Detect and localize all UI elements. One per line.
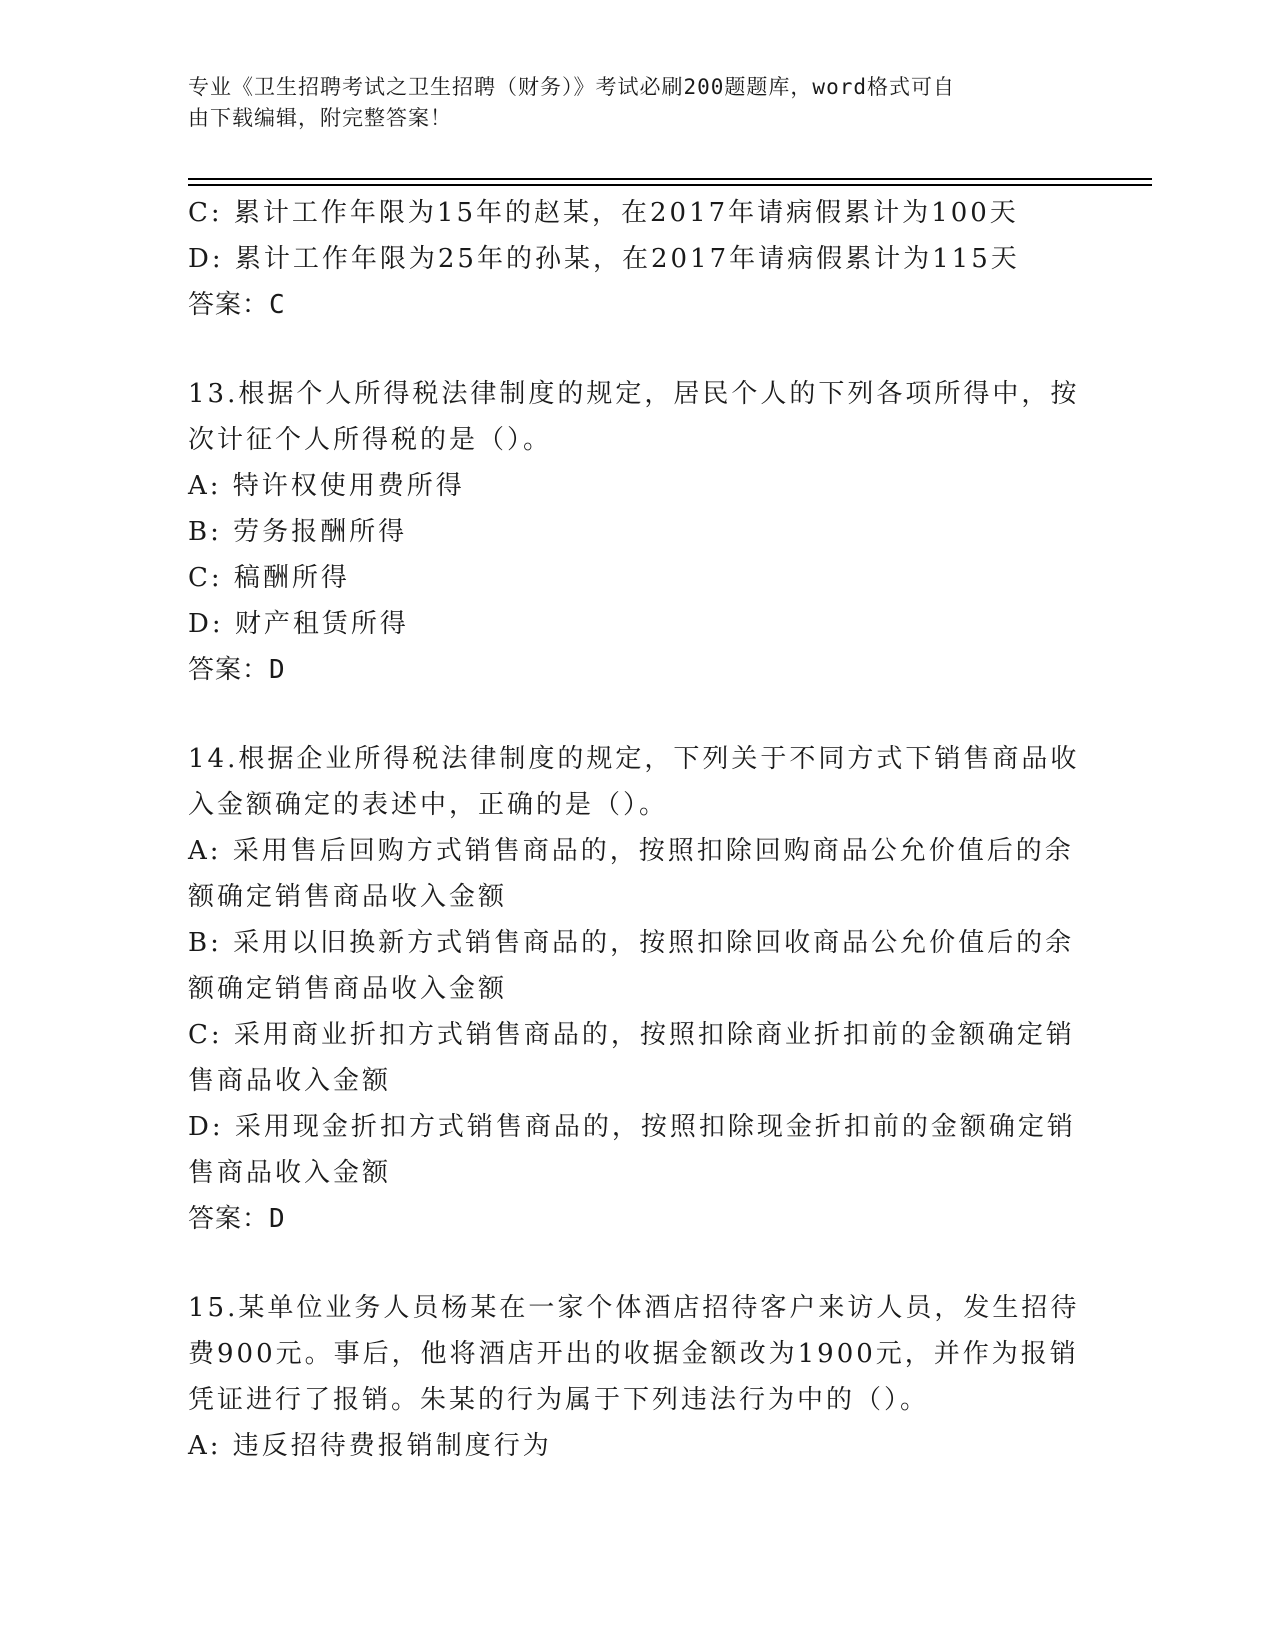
answer-line: 答案：D xyxy=(188,1204,286,1234)
question-stem: 13.根据个人所得税法律制度的规定，居民个人的下列各项所得中，按 xyxy=(188,379,1080,409)
question-stem: 入金额确定的表述中，正确的是（）。 xyxy=(188,790,669,820)
option-d: D: 累计工作年限为25年的孙某，在2017年请病假累计为115天 xyxy=(188,244,1020,274)
option-b: B: 劳务报酬所得 xyxy=(188,517,408,547)
question-stem: 费900元。事后，他将酒店开出的收据金额改为1900元，并作为报销 xyxy=(188,1339,1079,1369)
question-13 xyxy=(188,371,1088,693)
option-c: C: 采用商业折扣方式销售商品的，按照扣除商业折扣前的金额确定销 xyxy=(188,1020,1075,1050)
option-a: A: 违反招待费报销制度行为 xyxy=(188,1431,552,1461)
header-divider xyxy=(188,178,1152,180)
question-14 xyxy=(188,736,1088,1242)
question-stem: 15.某单位业务人员杨某在一家个体酒店招待客户来访人员，发生招待 xyxy=(188,1293,1080,1323)
option-a: A: 采用售后回购方式销售商品的，按照扣除回购商品公允价值后的余 xyxy=(188,836,1074,866)
header-line: 专业《卫生招聘考试之卫生招聘（财务）》考试必刷200题题库，word格式可自 xyxy=(188,75,955,99)
option-b: B: 采用以旧换新方式销售商品的，按照扣除回收商品公允价值后的余 xyxy=(188,928,1075,958)
option-b-cont: 额确定销售商品收入金额 xyxy=(188,974,508,1004)
document-header xyxy=(188,72,1068,134)
option-c-cont: 售商品收入金额 xyxy=(188,1066,392,1096)
spacer xyxy=(188,328,1088,371)
question-stem: 凭证进行了报销。朱某的行为属于下列违法行为中的（）。 xyxy=(188,1385,930,1415)
question-stem: 次计征个人所得税的是（）。 xyxy=(188,425,553,455)
spacer xyxy=(188,1242,1088,1285)
option-c: C: 累计工作年限为15年的赵某，在2017年请病假累计为100天 xyxy=(188,198,1019,228)
option-c: C: 稿酬所得 xyxy=(188,563,350,593)
header-divider xyxy=(188,184,1152,186)
question-prev xyxy=(188,190,1088,328)
option-a-cont: 额确定销售商品收入金额 xyxy=(188,882,508,912)
question-15 xyxy=(188,1285,1088,1469)
spacer xyxy=(188,693,1088,736)
header-line: 由下载编辑，附完整答案！ xyxy=(188,106,452,130)
document-body xyxy=(188,190,1088,1469)
answer-line: 答案：C xyxy=(188,290,286,320)
option-d-cont: 售商品收入金额 xyxy=(188,1158,392,1188)
option-d: D: 采用现金折扣方式销售商品的，按照扣除现金折扣前的金额确定销 xyxy=(188,1112,1076,1142)
option-d: D: 财产租赁所得 xyxy=(188,609,409,639)
answer-line: 答案：D xyxy=(188,655,286,685)
question-stem: 14.根据企业所得税法律制度的规定，下列关于不同方式下销售商品收 xyxy=(188,744,1080,774)
option-a: A: 特许权使用费所得 xyxy=(188,471,465,501)
